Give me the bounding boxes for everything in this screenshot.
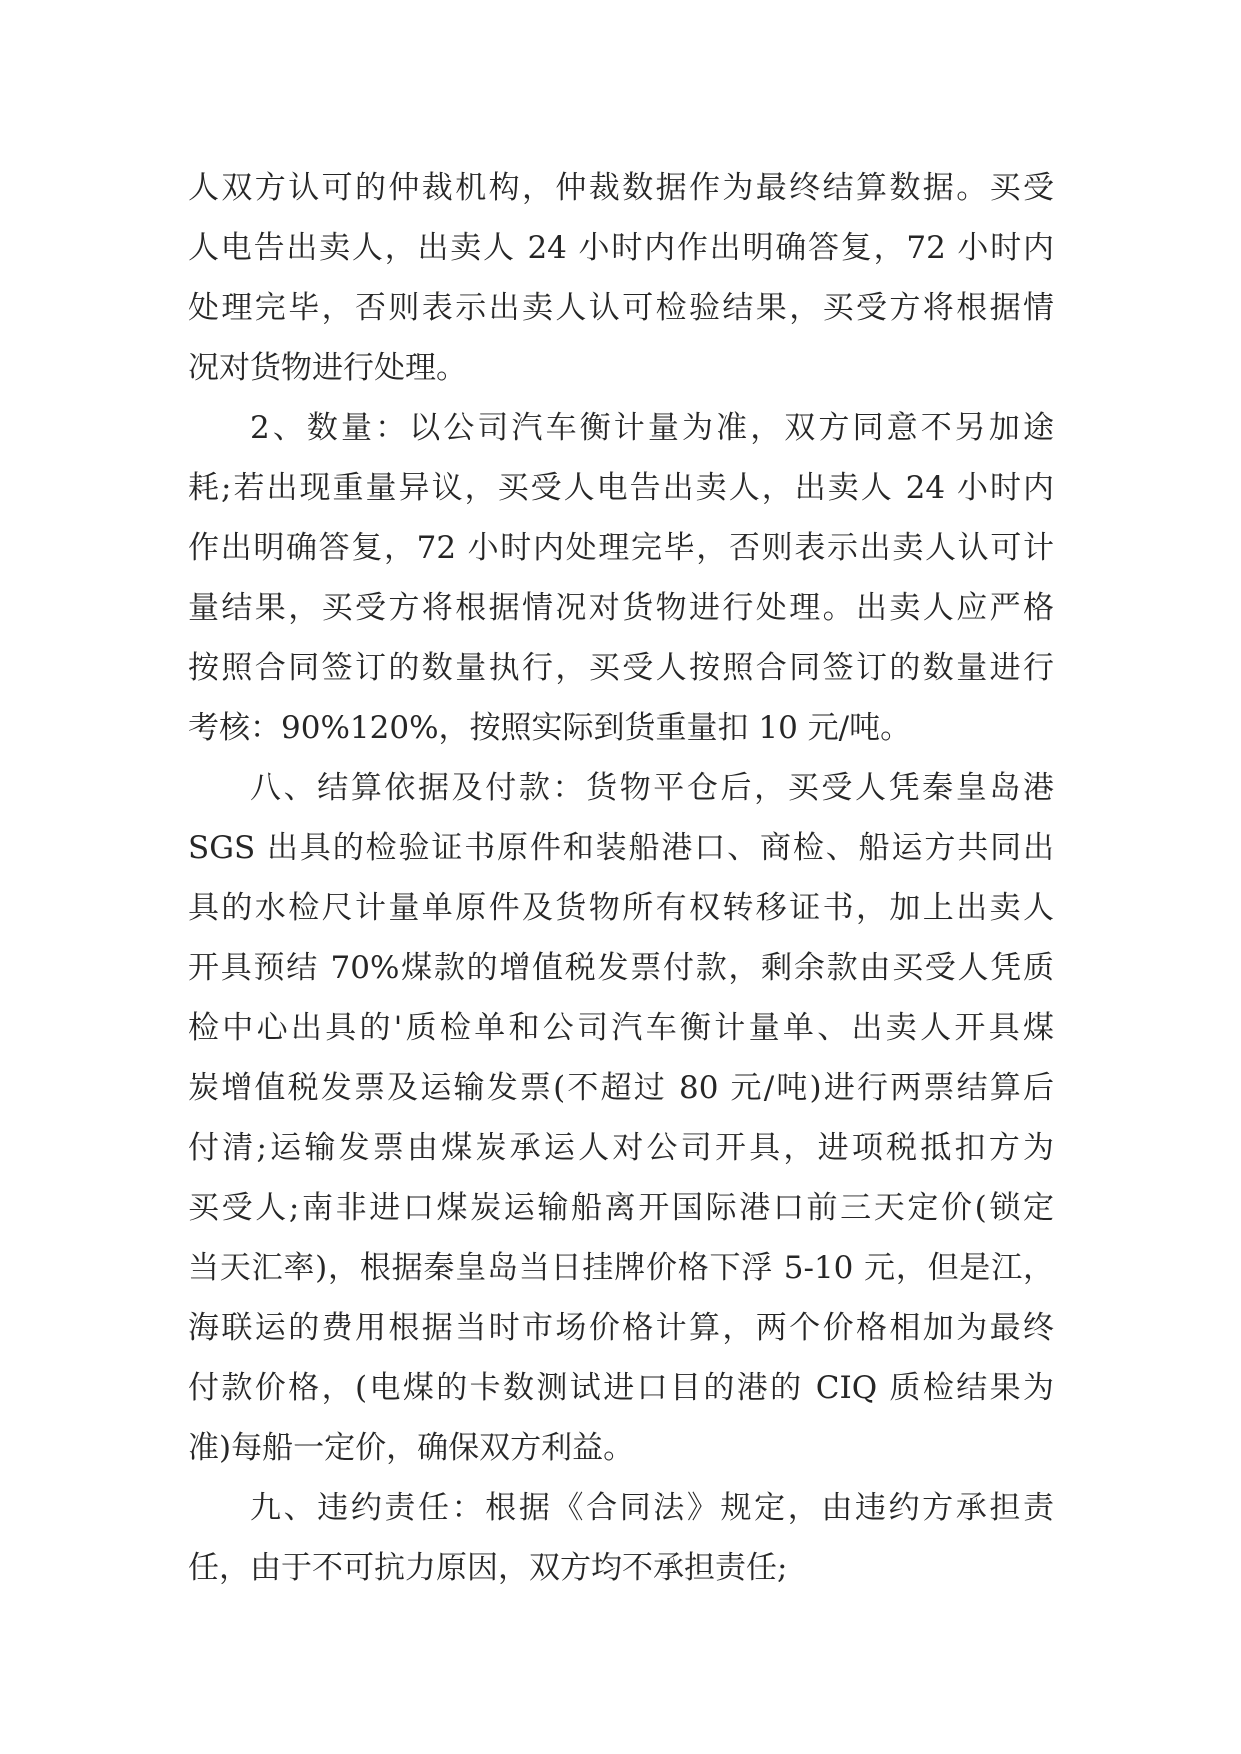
text-line: 任，由于不可抗力原因，双方均不承担责任; <box>188 1550 788 1586</box>
text-line: 准)每船一定价，确保双方利益。 <box>188 1430 635 1466</box>
text-line: 海联运的费用根据当时市场价格计算，两个价格相加为最终 <box>188 1310 1054 1346</box>
text-line: 九、违约责任：根据《合同法》规定，由违约方承担责 <box>250 1490 1054 1526</box>
text-line: 2、数量：以公司汽车衡计量为准，双方同意不另加途 <box>250 410 1054 446</box>
text-line: 付清;运输发票由煤炭承运人对公司开具，进项税抵扣方为 <box>188 1130 1054 1166</box>
text-line: 买受人;南非进口煤炭运输船离开国际港口前三天定价(锁定 <box>188 1190 1054 1226</box>
text-line: 按照合同签订的数量执行，买受人按照合同签订的数量进行 <box>188 650 1054 686</box>
text-line: 炭增值税发票及运输发票(不超过 80 元/吨)进行两票结算后 <box>188 1070 1054 1106</box>
text-line: 当天汇率)，根据秦皇岛当日挂牌价格下浮 5-10 元，但是江， <box>188 1250 1054 1286</box>
text-line: 处理完毕，否则表示出卖人认可检验结果，买受方将根据情 <box>188 290 1054 326</box>
paragraph-quality-continuation <box>188 158 1054 398</box>
text-line: 开具预结 70%煤款的增值税发票付款，剩余款由买受人凭质 <box>188 950 1054 986</box>
text-line: 付款价格，(电煤的卡数测试进口目的港的 CIQ 质检结果为 <box>188 1370 1054 1406</box>
text-line: 量结果，买受方将根据情况对货物进行处理。出卖人应严格 <box>188 590 1054 626</box>
text-line: 人电告出卖人，出卖人 24 小时内作出明确答复，72 小时内 <box>188 230 1054 266</box>
paragraph-settlement <box>188 758 1054 1478</box>
text-line: 具的水检尺计量单原件及货物所有权转移证书，加上出卖人 <box>188 890 1054 926</box>
document-body <box>188 158 1054 1598</box>
paragraph-quantity <box>188 398 1054 758</box>
paragraph-liability <box>188 1478 1054 1598</box>
text-line: SGS 出具的检验证书原件和装船港口、商检、船运方共同出 <box>188 830 1054 866</box>
text-line: 况对货物进行处理。 <box>188 350 467 386</box>
text-line: 检中心出具的'质检单和公司汽车衡计量单、出卖人开具煤 <box>188 1010 1054 1046</box>
text-line: 八、结算依据及付款：货物平仓后，买受人凭秦皇岛港 <box>250 770 1054 806</box>
text-line: 人双方认可的仲裁机构，仲裁数据作为最终结算数据。买受 <box>188 170 1054 206</box>
text-line: 考核：90%120%，按照实际到货重量扣 10 元/吨。 <box>188 710 912 746</box>
text-line: 作出明确答复，72 小时内处理完毕，否则表示出卖人认可计 <box>188 530 1054 566</box>
text-line: 耗;若出现重量异议，买受人电告出卖人，出卖人 24 小时内 <box>188 470 1054 506</box>
